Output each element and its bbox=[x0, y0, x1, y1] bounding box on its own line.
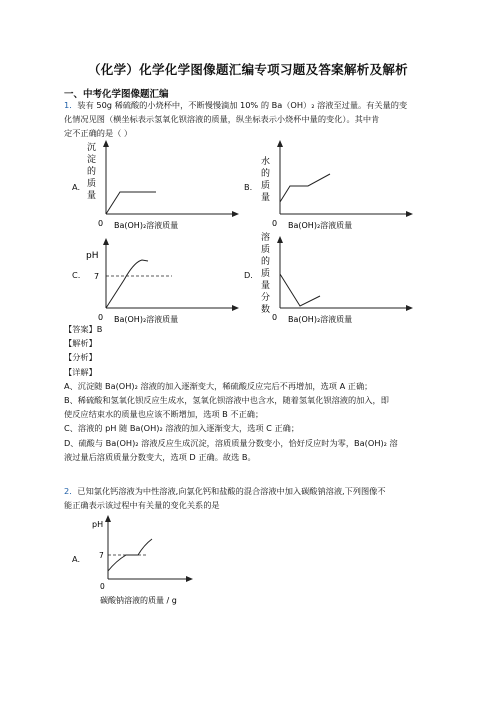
curve bbox=[280, 274, 320, 306]
origin-label: 0 bbox=[100, 582, 105, 591]
x-axis-arrow bbox=[406, 211, 413, 217]
y-axis-arrow bbox=[277, 140, 283, 147]
x-axis-label: 碳酸钠溶液的质量 / g bbox=[100, 596, 177, 605]
y-axis-label: pH bbox=[86, 251, 99, 261]
ylabel-char: 的 bbox=[261, 169, 271, 179]
x-axis-label: Ba(OH)₂溶液质量 bbox=[114, 315, 179, 324]
detail-tag: 【详解】 bbox=[64, 366, 97, 377]
origin-label: 0 bbox=[272, 313, 278, 322]
ylabel-char: 量 bbox=[261, 281, 271, 291]
curve bbox=[280, 174, 330, 202]
graph-d-ylabel bbox=[261, 231, 270, 315]
ylabel-char: 量 bbox=[261, 193, 271, 203]
q2-graph-a bbox=[88, 515, 198, 607]
ylabel-char: 溶 bbox=[261, 233, 271, 243]
x-axis-arrow bbox=[406, 305, 413, 311]
y-axis-arrow bbox=[103, 238, 109, 245]
analysis-tag: 【解析】 bbox=[64, 338, 97, 349]
y-axis-arrow bbox=[277, 236, 283, 243]
question-text-line: 已知氯化钙溶液为中性溶液,向氯化钙和盐酸的混合溶液中加入碳酸钠溶液,下列图像不 bbox=[77, 486, 386, 496]
curve bbox=[106, 192, 156, 214]
option-c-label: C. bbox=[72, 270, 81, 280]
ylabel-char: 质 bbox=[261, 269, 271, 279]
question-text-line: 能正确表示该过程中有关量的变化关系的是 bbox=[64, 500, 220, 511]
ylabel-char: 沉 bbox=[87, 143, 97, 153]
option-a-label: A. bbox=[72, 554, 81, 564]
graph-c bbox=[84, 236, 244, 326]
explanation-line: D、硫酸与 Ba(OH)₂ 溶液反应生成沉淀，溶质质量分数变小，恰好反应时为零，Ba(OH)₂ 溶 bbox=[64, 437, 398, 448]
explanation-line: 液过量后溶质质量分数变大，选项 D 正确。故选 B。 bbox=[64, 451, 256, 462]
question-text-line: 装有 50g 稀硫酸的小烧杯中，不断慢慢滴加 10% 的 Ba（OH）₂ 溶液至过量。有关量的变 bbox=[77, 100, 408, 110]
question-text-line: 定不正确的是（ ） bbox=[64, 128, 133, 139]
x-axis-label: Ba(OH)₂溶液质量 bbox=[114, 221, 179, 230]
ylabel-char: 数 bbox=[261, 305, 271, 315]
ylabel-char: 的 bbox=[261, 257, 271, 267]
ylabel-char: 的 bbox=[87, 167, 97, 177]
x-axis-label: Ba(OH)₂溶液质量 bbox=[288, 315, 353, 324]
x-axis-arrow bbox=[232, 211, 239, 217]
y-axis-arrow bbox=[105, 515, 111, 522]
x-axis-arrow bbox=[232, 305, 239, 311]
explanation-line: A、沉淀随 Ba(OH)₂ 溶液的加入逐渐变大，稀硫酸反应完后不再增加，选项 A 正确； bbox=[64, 380, 373, 391]
ylabel-char: 淀 bbox=[87, 155, 97, 165]
ylabel-char: 质 bbox=[87, 179, 97, 189]
option-b-label: B. bbox=[244, 182, 253, 192]
question-1 bbox=[64, 98, 434, 141]
graph-d bbox=[258, 230, 418, 326]
explanation-line: 使反应结束水的质量也应该不断增加，选项 B 不正确； bbox=[64, 409, 264, 420]
ylabel-char: 量 bbox=[87, 191, 97, 201]
question-number: 1． bbox=[64, 100, 78, 110]
analysis-tag: 【分析】 bbox=[64, 352, 97, 363]
tick-7-label: 7 bbox=[94, 272, 100, 281]
explanation-line: C、溶液的 pH 随 Ba(OH)₂ 溶液的加入逐渐变大，选项 C 正确； bbox=[64, 423, 300, 434]
x-axis-label: Ba(OH)₂溶液质量 bbox=[288, 221, 353, 230]
question-text-line: 化情况见图（横坐标表示氢氧化钡溶液的质量，纵坐标表示小烧杯中量的变化）。其中肯 bbox=[64, 114, 380, 125]
y-axis-arrow bbox=[103, 140, 109, 147]
y-axis-label: pH bbox=[92, 520, 104, 529]
origin-label: 0 bbox=[98, 219, 104, 228]
ylabel-char: 分 bbox=[261, 293, 271, 303]
ylabel-char: 水 bbox=[261, 157, 271, 167]
graph-a bbox=[84, 140, 244, 232]
explanation-line: B、稀硫酸和氢氧化钡反应生成水，氢氧化钡溶液中也含水，随着氢氧化钡溶液的加入，即 bbox=[64, 395, 389, 406]
option-a-label: A. bbox=[72, 182, 81, 192]
curve bbox=[106, 260, 148, 308]
question-2 bbox=[64, 484, 434, 512]
origin-label: 0 bbox=[98, 313, 104, 322]
ylabel-char: 质 bbox=[261, 181, 271, 191]
graph-b bbox=[258, 140, 418, 232]
tick-7-label: 7 bbox=[99, 551, 104, 560]
question-number: 2． bbox=[64, 486, 78, 496]
ylabel-char: 质 bbox=[261, 245, 271, 255]
graph-a-ylabel bbox=[87, 142, 96, 201]
page-title: （化学）化学化学图像题汇编专项习题及答案解析及解析 bbox=[87, 62, 408, 77]
answer-line: 【答案】B bbox=[64, 324, 103, 334]
x-axis-arrow bbox=[186, 576, 193, 582]
origin-label: 0 bbox=[272, 219, 278, 228]
option-d-label: D. bbox=[244, 270, 253, 280]
graph-b-ylabel bbox=[261, 155, 270, 203]
section-heading: 一、中考化学图像题汇编 bbox=[64, 89, 169, 100]
answer-block bbox=[64, 322, 434, 464]
